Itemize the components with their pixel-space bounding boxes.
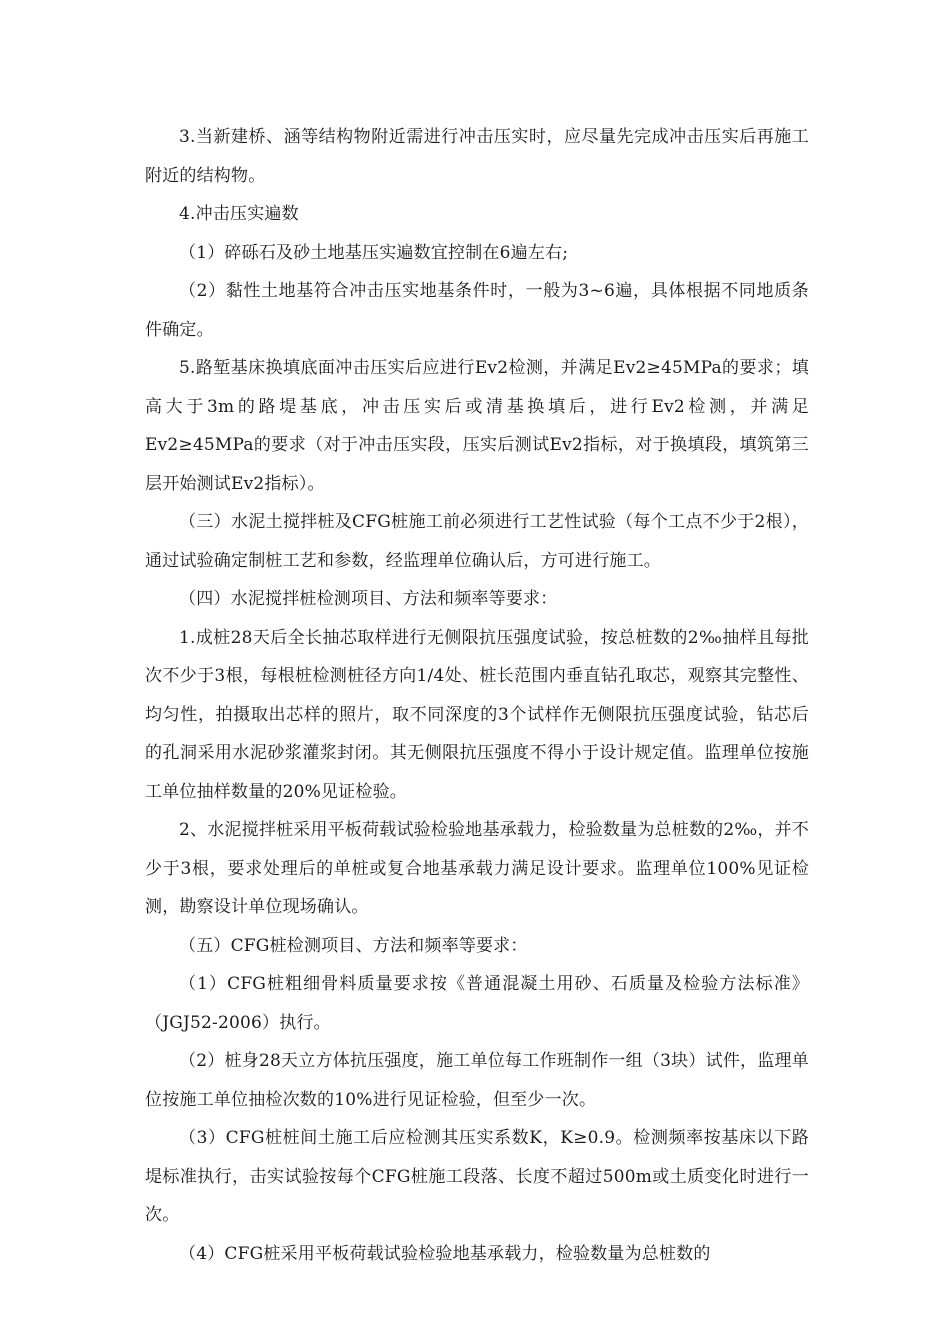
paragraph-10: （五）CFG桩检测项目、方法和频率等要求： bbox=[179, 935, 528, 956]
paragraph-8: 1.成桩28天后全长抽芯取样进行无侧限抗压强度试验，按总桩数的2‰抽样且每批次不少于3根，每根桩检测桩径方向1/4处、桩长范围内垂直钻孔取芯，观察其完整性、均匀性，拍摄取出芯样的照片，取不同深度的3个试样作无侧限抗压强度试验，钻芯后的孔洞采用水泥砂浆灌浆封闭。其无侧限抗压强度不得小于设计规定值。监理单位按施工单位抽样数量的20%见证检验。 bbox=[145, 627, 809, 802]
paragraph-11: （1）CFG桩粗细骨料质量要求按《普通混凝土用砂、石质量及检验方法标准》（JGJ52-2006）执行。 bbox=[145, 974, 809, 1033]
paragraph-7: （四）水泥搅拌桩检测项目、方法和频率等要求： bbox=[179, 589, 558, 609]
paragraph-6: （三）水泥土搅拌桩及CFG桩施工前必须进行工艺性试验（每个工点不少于2根），通过试验确定制桩工艺和参数，经监理单位确认后，方可进行施工。 bbox=[145, 512, 809, 571]
paragraph-12: （2）桩身28天立方体抗压强度，施工单位每工作班制作一组（3块）试件，监理单位按施工单位抽检次数的10%进行见证检验，但至少一次。 bbox=[145, 1051, 809, 1110]
paragraph-1: 3.当新建桥、涵等结构物附近需进行冲击压实时，应尽量先完成冲击压实后再施工附近的结构物。 bbox=[145, 127, 809, 186]
paragraph-9: 2、水泥搅拌桩采用平板荷载试验检验地基承载力，检验数量为总桩数的2‰，并不少于3根，要求处理后的单桩或复合地基承载力满足设计要求。监理单位100%见证检测，勘察设计单位现场确认。 bbox=[145, 820, 809, 917]
paragraph-3: （1）碎砾石及砂土地基压实遍数宜控制在6遍左右; bbox=[179, 242, 569, 263]
paragraph-13: （3）CFG桩桩间土施工后应检测其压实系数K，K≥0.9。检测频率按基床以下路堤标准执行，击实试验按每个CFG桩施工段落、长度不超过500m或土质变化时进行一次。 bbox=[145, 1128, 809, 1225]
paragraph-4: （2）黏性土地基符合冲击压实地基条件时，一般为3~6遍，具体根据不同地质条件确定。 bbox=[145, 281, 809, 340]
document-body bbox=[145, 118, 809, 1273]
paragraph-2: 4.冲击压实遍数 bbox=[179, 204, 299, 224]
paragraph-5: 5.路堑基床换填底面冲击压实后应进行Ev2检测，并满足Ev2≥45MPa的要求；填高大于3m的路堤基底，冲击压实后或清基换填后，进行Ev2检测，并满足Ev2≥45MPa的要求（对于冲击压实段，压实后测试Ev2指标，对于换填段，填筑第三层开始测试Ev2指标）。 bbox=[145, 358, 809, 494]
paragraph-14: （4）CFG桩采用平板荷载试验检验地基承载力，检验数量为总桩数的 bbox=[179, 1243, 711, 1264]
